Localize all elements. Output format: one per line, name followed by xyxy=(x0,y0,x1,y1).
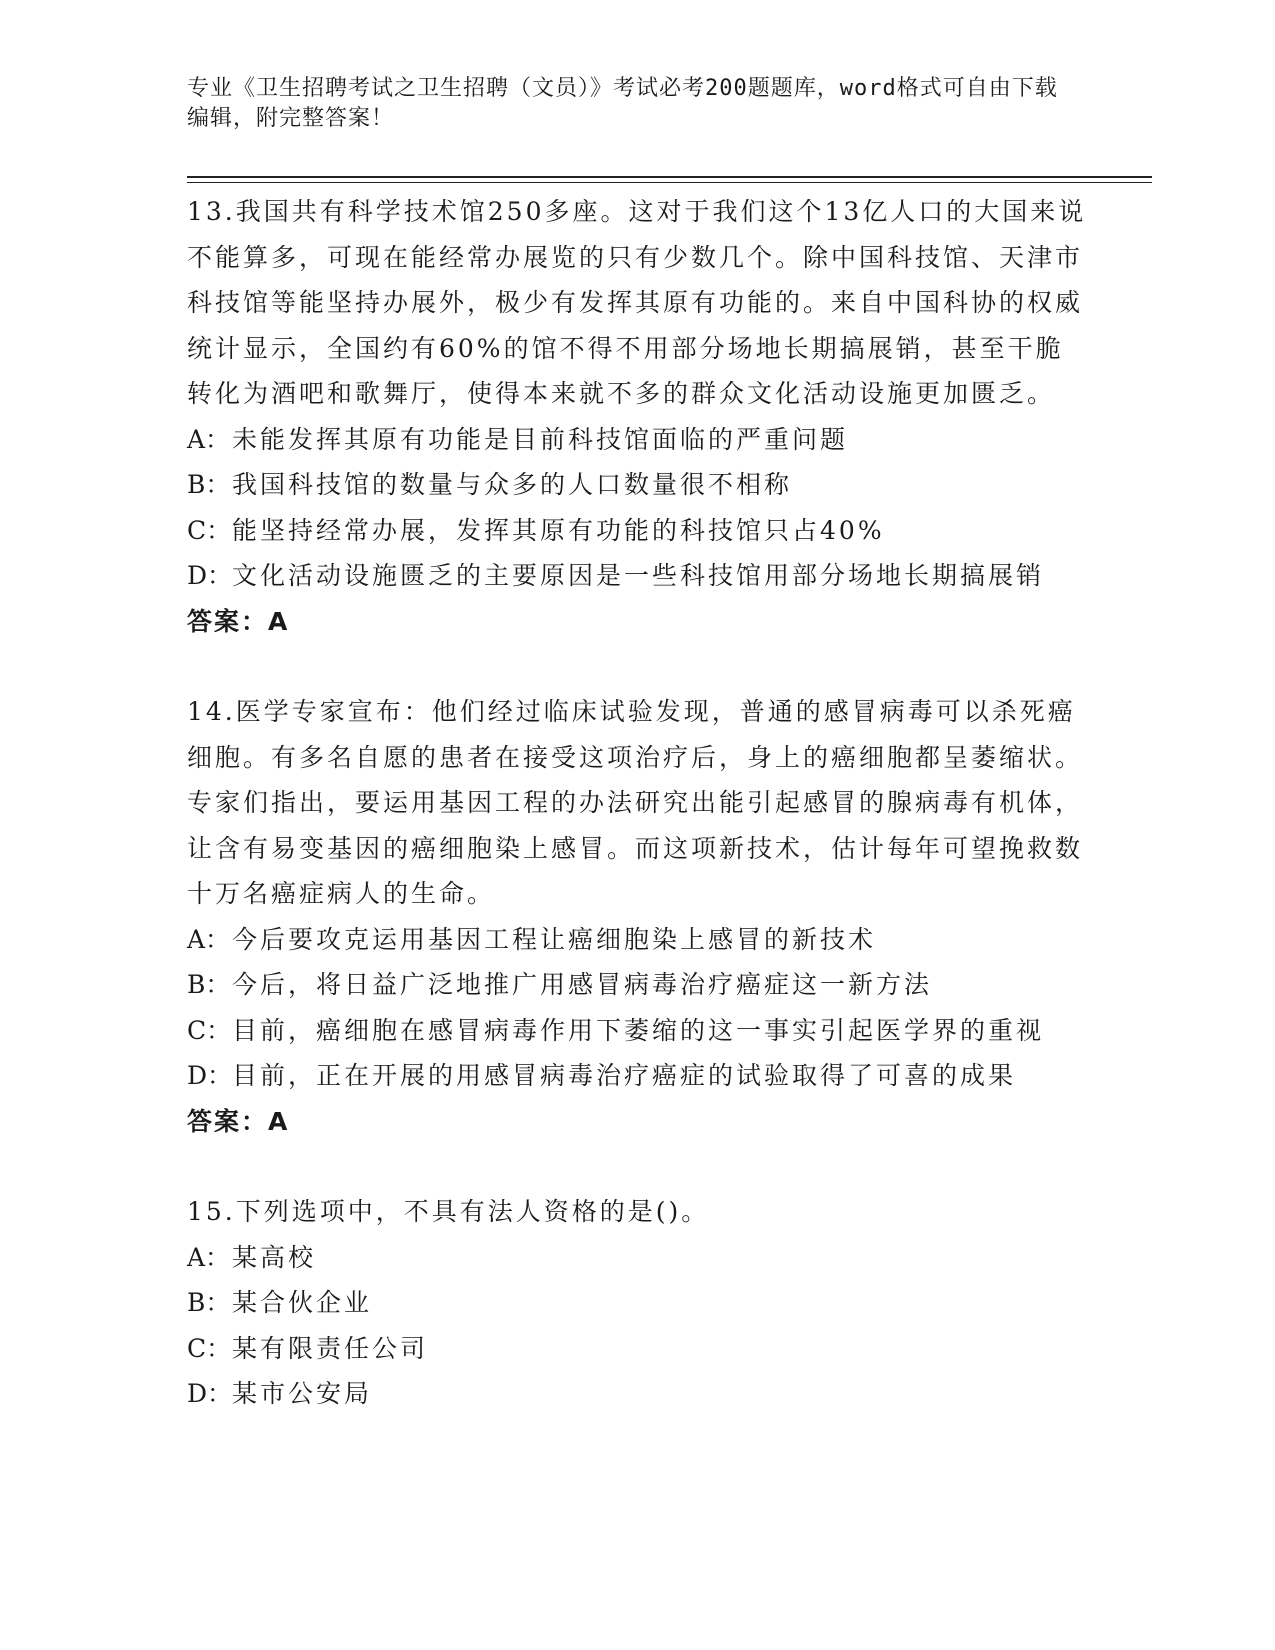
document-header: 专业《卫生招聘考试之卫生招聘（文员）》考试必考200题题库，word格式可自由下载编辑，附完整答案！ xyxy=(187,76,1058,131)
option-a xyxy=(187,417,1087,463)
question-14 xyxy=(187,689,1087,1144)
option-d xyxy=(187,1053,1087,1099)
option-b xyxy=(187,462,1087,508)
option-a xyxy=(187,1235,1087,1281)
option-text: 我国科技馆的数量与众多的人口数量很不相称 xyxy=(232,470,793,499)
option-letter: A： xyxy=(187,1242,231,1272)
option-letter: B： xyxy=(187,970,231,999)
answer-label: 答案：A xyxy=(187,1106,290,1136)
option-b xyxy=(187,962,1087,1008)
option-text: 某市公安局 xyxy=(232,1379,373,1408)
option-letter: C： xyxy=(187,515,232,545)
question-stem: 14.医学专家宣布：他们经过临床试验发现，普通的感冒病毒可以杀死癌细胞。有多名自愿的患者在接受这项治疗后，身上的癌细胞都呈萎缩状。专家们指出，要运用基因工程的办法研究出能引起感冒的腺病毒有机体，让含有易变基因的癌细胞染上感冒。而这项新技术，估计每年可望挽救数十万名癌症病人的生命。 xyxy=(187,697,1084,908)
option-text: 未能发挥其原有功能是目前科技馆面临的严重问题 xyxy=(232,424,849,454)
question-list xyxy=(187,189,1087,1417)
option-letter: A： xyxy=(187,424,231,454)
option-text: 目前，癌细胞在感冒病毒作用下萎缩的这一事实引起医学界的重视 xyxy=(232,1015,1045,1045)
option-text: 某高校 xyxy=(232,1242,317,1272)
option-text: 某有限责任公司 xyxy=(232,1333,429,1363)
option-text: 今后，将日益广泛地推广用感冒病毒治疗癌症这一新方法 xyxy=(232,970,933,999)
option-text: 目前，正在开展的用感冒病毒治疗癌症的试验取得了可喜的成果 xyxy=(232,1061,1017,1090)
question-stem: 15.下列选项中，不具有法人资格的是()。 xyxy=(187,1197,710,1226)
question-13 xyxy=(187,189,1087,644)
option-letter: D： xyxy=(187,1379,233,1408)
option-text: 能坚持经常办展，发挥其原有功能的科技馆只占40% xyxy=(232,515,885,545)
question-15 xyxy=(187,1189,1087,1417)
option-letter: C： xyxy=(187,1015,232,1045)
option-letter: D： xyxy=(187,1061,233,1090)
option-a xyxy=(187,917,1087,963)
option-letter: C： xyxy=(187,1333,232,1363)
option-c xyxy=(187,508,1087,554)
option-text: 今后要攻克运用基因工程让癌细胞染上感冒的新技术 xyxy=(232,924,877,954)
option-c xyxy=(187,1008,1087,1054)
question-stem: 13.我国共有科学技术馆250多座。这对于我们这个13亿人口的大国来说不能算多，可现在能经常办展览的只有少数几个。除中国科技馆、天津市科技馆等能坚持办展外，极少有发挥其原有功能的。来自中国科协的权威统计显示，全国约有60%的馆不得不用部分场地长期搞展销，甚至干脆转化为酒吧和歌舞厅，使得本来就不多的群众文化活动设施更加匮乏。 xyxy=(187,197,1087,408)
option-c xyxy=(187,1326,1087,1372)
option-letter: B： xyxy=(187,1288,231,1317)
option-d xyxy=(187,553,1087,599)
option-b xyxy=(187,1280,1087,1326)
option-d xyxy=(187,1371,1087,1417)
option-text: 某合伙企业 xyxy=(232,1288,373,1317)
option-letter: A： xyxy=(187,924,231,954)
answer-label: 答案：A xyxy=(187,606,290,636)
option-text: 文化活动设施匮乏的主要原因是一些科技馆用部分场地长期搞展销 xyxy=(232,561,1045,590)
option-letter: D： xyxy=(187,561,233,590)
option-letter: B： xyxy=(187,470,231,499)
header-divider xyxy=(187,176,1152,183)
